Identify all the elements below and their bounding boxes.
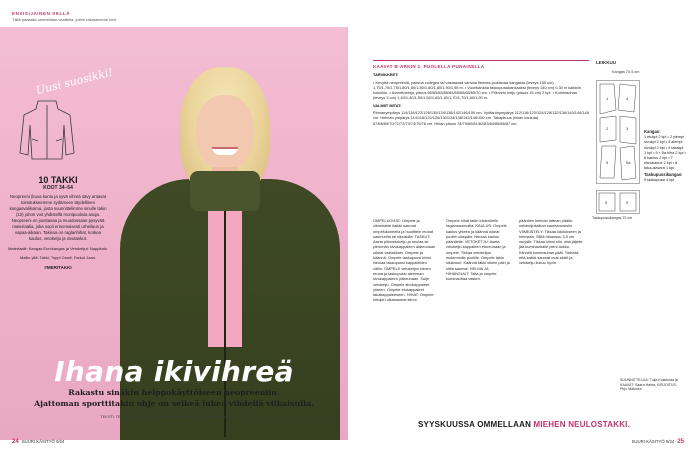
- svg-text:5: 5: [606, 160, 609, 165]
- smile: [212, 147, 238, 155]
- section-kicker-sub: Tällä palstalla ommellaan vaatteita, joihin rakastumme heti.: [12, 17, 117, 22]
- new-favourite-sticker: Uusi suosikki!: [34, 65, 115, 98]
- svg-text:5a: 5a: [626, 160, 631, 165]
- instructions-col-2: Ompele hihat takin kädentielle raglansaumoilla. KAULUS: Ompele kaulus yhteen ja käännä oikeat puolet ulospäin. Neulaa kaulus pääntielle. VETOKETJU: Aseta vetoketju kappaleen etureunaan ja ompele. Tikkaa vetoketjun molemmille puolille. Ompele takin sisävuori. Käännä takki oikein päin ja silitä saumat. HELMA JA HIHANSUUT: Taita ja ompele kuminauhaa vasten.: [446, 218, 510, 282]
- legend-pocket-title: Taskupussikangas:: [644, 171, 683, 177]
- subhead-line-1: Rakastu sinäkin helppokäyttöiseen neopreeniin.: [68, 388, 280, 397]
- model-number: 10 TAKKI: [38, 175, 78, 185]
- right-page-label: SUURI KÄSITYÖ 9/24: [631, 439, 675, 444]
- legend-fabric-items: 1 etukpl 2 kpl • 2 ylempi sivukpl 2 kpl • 3 alempi sivukpl 2 kpl • 4 takakpl 1 kpl • 5 + 5a hiha 2 kpl • 6 kaulus 2 kpl • 7 etuvalanne 2 kpl • 8 taka-alavara 1 kpl: [644, 135, 686, 171]
- jacket-collar: [190, 171, 260, 211]
- outfit-credit: Mallin yllä: Takki, Toppi Cewif, Farkut Jaan.: [19, 255, 97, 261]
- supplies-title: TARVIKKEET:: [373, 72, 399, 78]
- finished-measures-text: Rinnanympärys 114/118/122/126/130/134/138/142/146/150 cm. Vyötärönympärys 112/116/120/124/128/132/136/140/144/148 cm. Helman ympärys 114/118/122/126/130/134/138/142/146/150 cm. Takapituus (ilman kauluta) 67/68/69/70/71/72/73/74/75/76 cm. Hihan pituus 78/79/80/81/82/83/84/85/86/87 cm.: [373, 110, 589, 126]
- subhead-line-2: Ajattoman sporttitakin ohje on selkeä lukea vihdellä vilkaisulla.: [34, 399, 314, 408]
- pieces-legend: [644, 129, 686, 183]
- svg-text:2: 2: [606, 126, 609, 131]
- materials-section: [373, 64, 589, 128]
- banner-highlight: MIEHEN NEULOSTAKKI.: [533, 420, 631, 429]
- finished-measures-title: VALMIIT MITAT:: [373, 102, 402, 108]
- section-title: KAAVAT B-ARKIN 2. PUOLELLA PUNAISELLA: [373, 64, 485, 69]
- right-page-number: 25: [677, 439, 684, 445]
- cutting-layout-diagram: [596, 80, 640, 184]
- left-footer: [12, 439, 64, 445]
- pocket-layout-diagram: [596, 190, 640, 214]
- hashtag: #MERITAKKI: [44, 264, 72, 270]
- photo-credit: TEKSTI TERHI PORTA KUVAT NIINA PORTA HIUKSET JA MEIKKI NIINA PORTA: [100, 415, 248, 419]
- right-footer: [632, 439, 684, 445]
- pattern-info: [8, 175, 108, 270]
- svg-text:1: 1: [606, 96, 609, 101]
- pocket-fabric-label: Taskupussikangas 70 cm: [592, 216, 633, 220]
- svg-text:4: 4: [626, 96, 629, 101]
- pattern-description: Neopreeni (kuva kuntu ja syvä vihreä sävy antavat toimitukseemme sydämeen täydellinen kangasvalikoima, josta suunnittelimme sinulle takin (10) johon voit yhdistellä monipuolisia asuja. Neopreeni on joustavaa ja muodossaan pysyvää materiaalia, joka sopii erinomaisesti urheiluun ja vapaa-aikaan. Takissa on raglanhihat, korkea kaulus, vetoketju ja sivutaskut.: [9, 194, 107, 241]
- materials-credit: Materiaalit: Kangas Eurokangas ja Vetoketjut: Nappitalo.: [8, 246, 108, 251]
- next-issue-banner: [418, 420, 630, 429]
- headline: Ihana ikivihreä: [54, 355, 294, 388]
- designer-credits: SUUNNITTELIJA: Tuija Koskimaa ja KAAVAT: Saara Hahta, KIRJOITUS: Pirjo Mäkinen: [620, 378, 678, 392]
- legend-pocket-items: 9 taskupussi 4 kpl: [644, 177, 675, 182]
- legend-fabric-title: Kangas:: [644, 129, 661, 134]
- instructions-col-1: OMPELUOHJE: Ompele ja viimeistele kaikki saumat ompelukoneella ja huolittele reunat saumurilla tai siksakilla. TASKUT: Aseta piilovetoketju ja neulaa se ylemmän sivukappaleen alareunaan oikeat vastakkain. Ompele ja käännä. Ompele taskupussi kiinni. Neulaa taskupussi kappaleiden väliin. OMPELE vetoketjun toinen reuna ja taskupussi alemman sivukappaleen yläreunaan. Sulje vetoketju. Ompele sivukappaleet yhteen. Ompele etukappaleet takakappaleeseen. HIHAT: Ompele hihojen olkasaumat kiinni.: [373, 218, 436, 303]
- svg-text:9: 9: [605, 200, 608, 205]
- cutting-title: LEIKKUU: [596, 60, 616, 65]
- model-sizes: KOOT 34–54: [43, 185, 73, 191]
- section-rule: [373, 60, 589, 61]
- section-kicker: ENSISIJAINEN SELLÄ: [12, 11, 71, 16]
- svg-text:3: 3: [626, 126, 629, 131]
- face: [196, 95, 254, 171]
- fabric-width-label: Kangas 70,5 cm: [612, 70, 640, 74]
- left-page-label: SUURI KÄSITYÖ 9/24: [21, 439, 65, 444]
- instructions-col-3: pääntien helman lattean päälle, vetoketjukalkon saumanvarsiin. VIIMEISTELY: Tikkaa kaulukseen ja helmaan. Silitä hihansuu 3,5 cm nurjalle. Tikkaa kiinni niin, että jäljelle jää kuminauhalle pieni aukko. Kiinnitä kuminauhan päät. Tarkista, että kaikki saumat ovat siistit ja vetoketju liukuu hyvin.: [519, 218, 583, 266]
- left-page-number: 24: [12, 439, 19, 445]
- supplies-text: • Kevyttä neopreeniä, paksua collegea tai vastaavaa vahvaa fleecea joustavaa kangasta (leveys 150 cm) 1,75/1,75/1,75/1,80/1,80/1,80/1,80/1,80/1,90/1,95 m. • Vuorikankaa taskupussikankaaksi (leveys 140 cm) 0,30 m kaikkiin kokoihin. • Avovetoketju, pituus 65/65/65/65/65/65/65/65/65/70 cm. • Pilloveto ketju (pituus 15 cm) 2 kpl. • Kuminauhaa (leveys 3 cm) 1,40/1,40/1,50/1,50/1,60/1,60/1,70/1,70/1,80/1,90 m.: [373, 79, 581, 101]
- banner-prefix: SYYSKUUSSA OMMELLAAN: [418, 420, 534, 429]
- jacket-sketch-icon: [18, 95, 76, 163]
- svg-text:9: 9: [626, 200, 629, 205]
- hero-photo: [0, 27, 348, 440]
